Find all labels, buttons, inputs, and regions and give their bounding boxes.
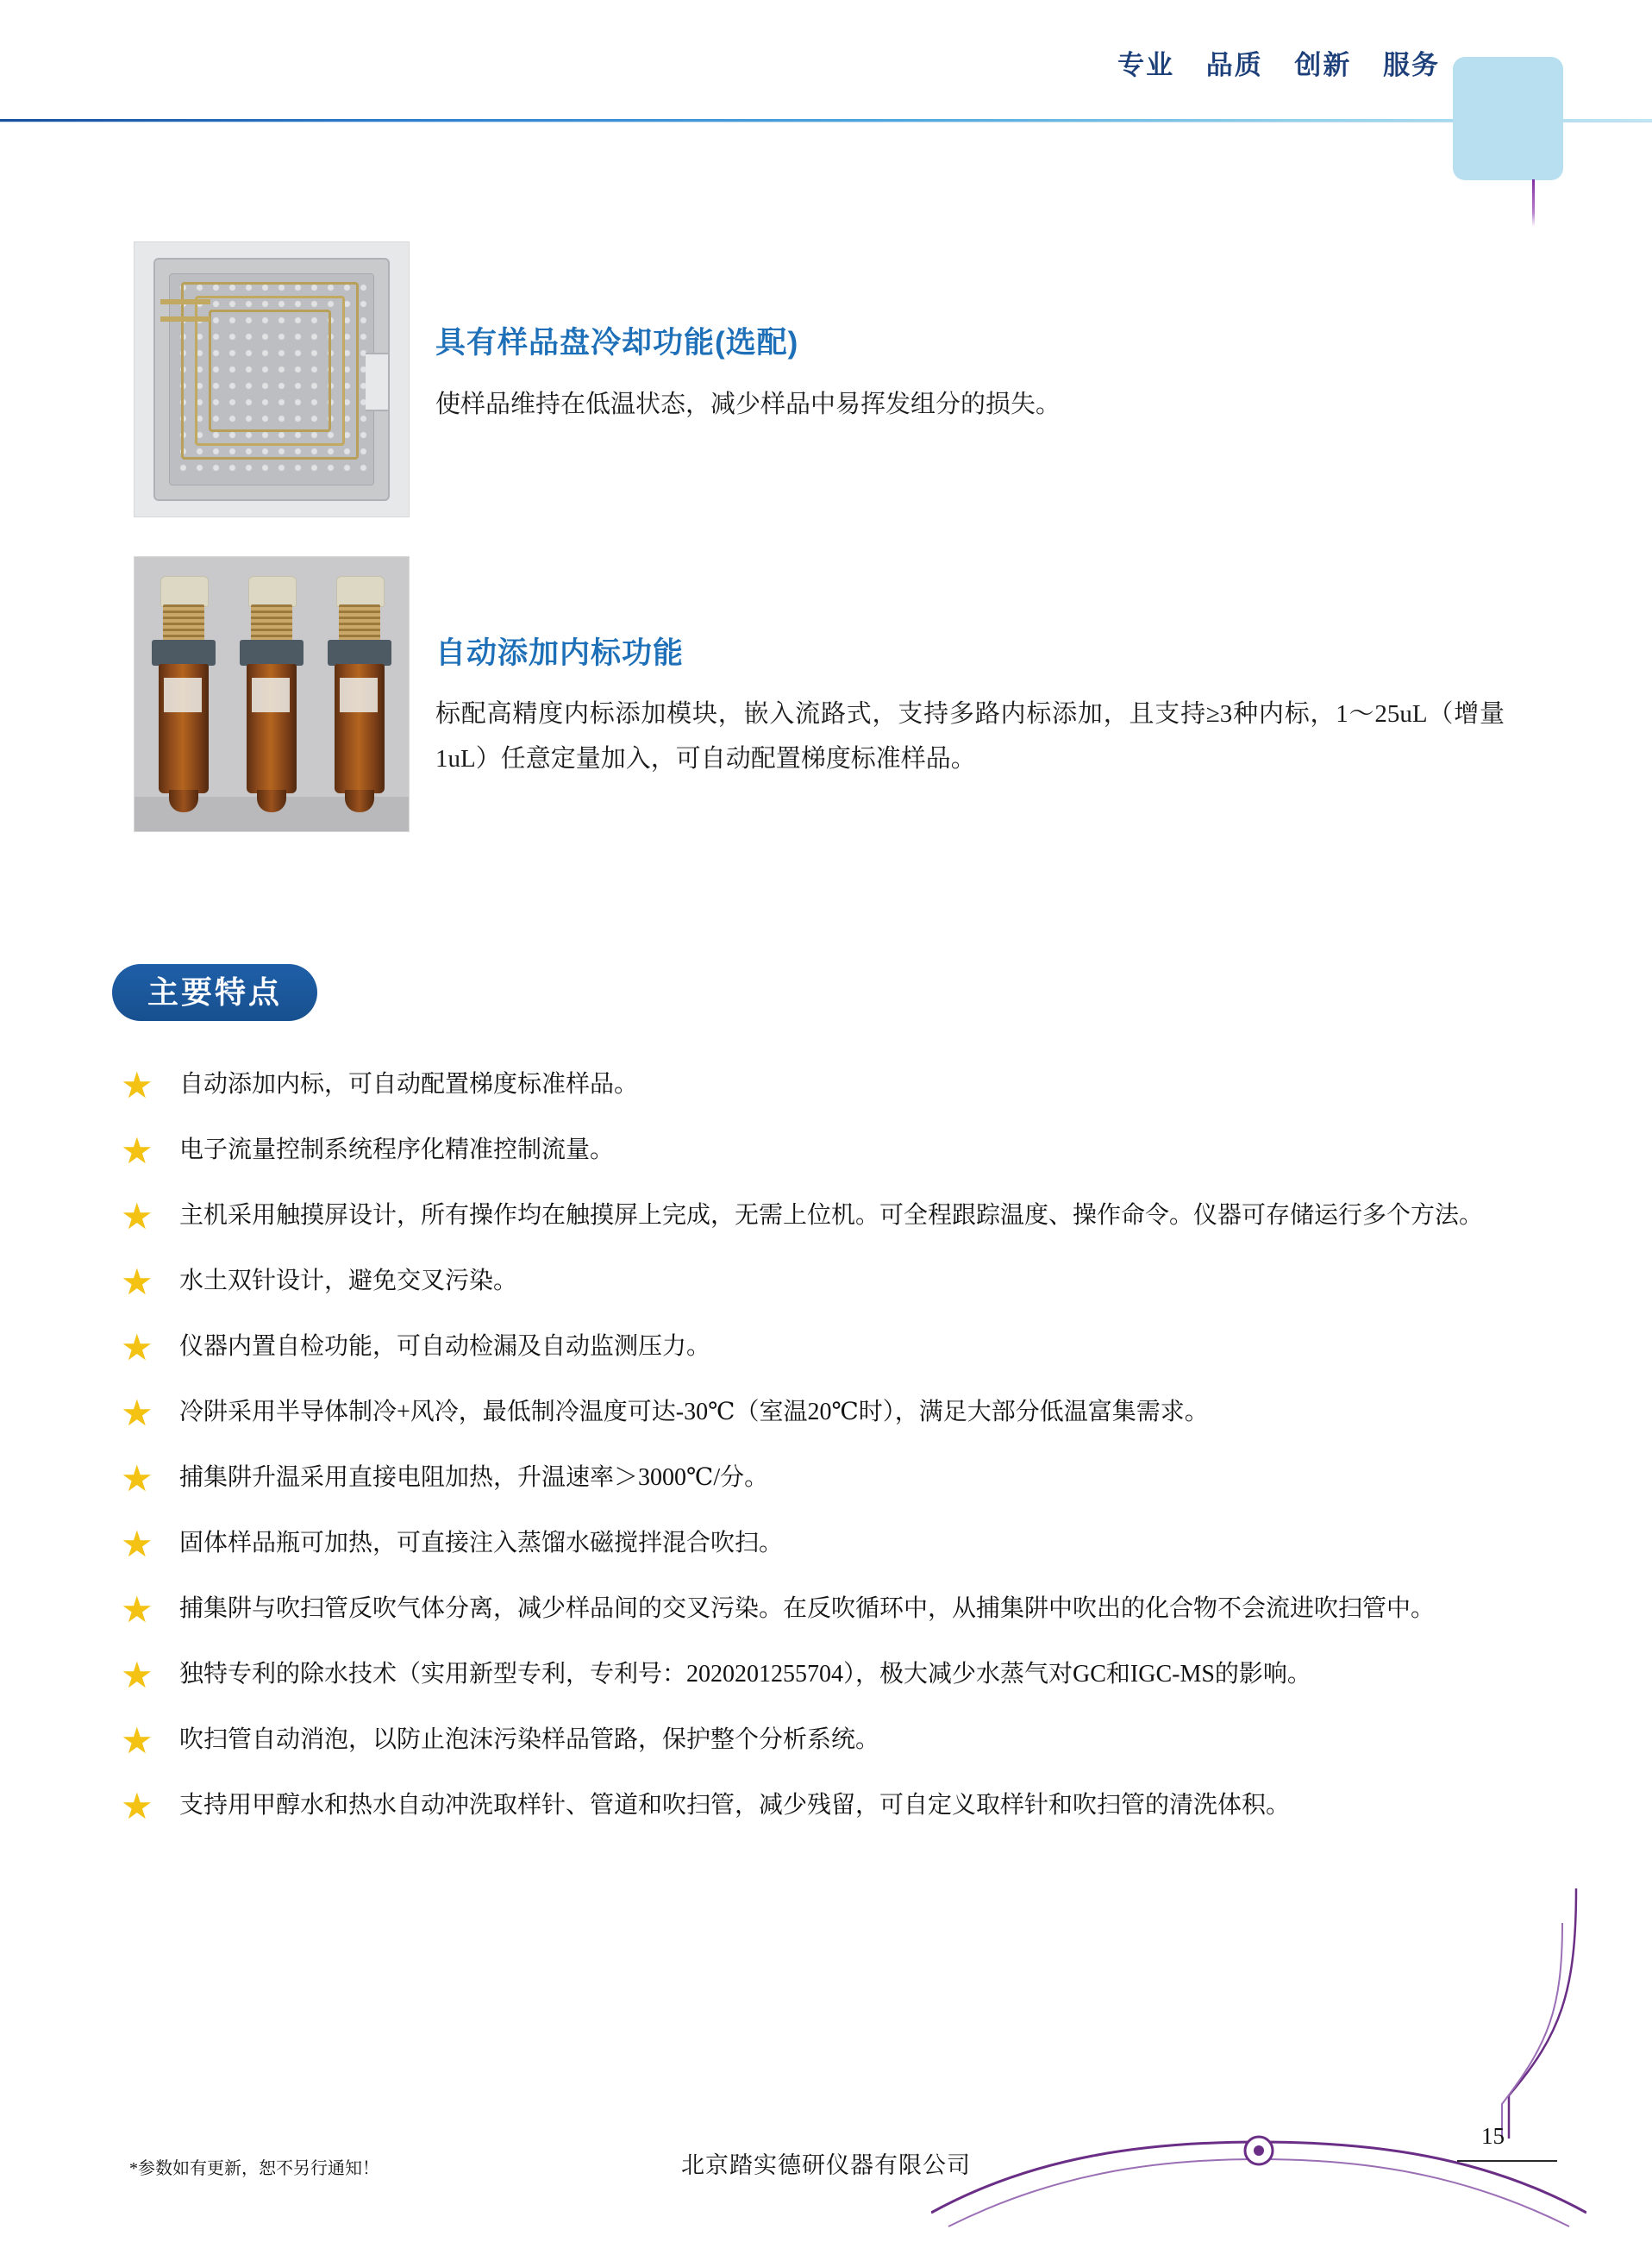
header-slogan <box>992 43 1440 82</box>
star-icon: ★ <box>121 1198 153 1237</box>
footer-note: *参数如有更新，恕不另行通知！ <box>129 2159 379 2178</box>
list-item <box>112 1264 1543 1306</box>
vial-collar <box>152 640 216 666</box>
feature-text-2: 标配高精度内标添加模块，嵌入流路式，支持多路内标添加，且支持≥3种内标，1～25uL（增量1uL）任意定量加入，可自动配置梯度标准样品。 <box>435 700 1505 773</box>
vial-thread <box>339 604 380 641</box>
list-item-label: 水土双针设计，避免交叉污染。 <box>179 1268 518 1294</box>
footer-decoration-lines <box>1500 1888 1578 2139</box>
feature-text-1: 使样品维持在低温状态，减少样品中易挥发组分的损失。 <box>435 391 1061 418</box>
vial-thread <box>163 604 204 641</box>
list-item-label: 冷阱采用半导体制冷+风冷，最低制冷温度可达-30℃（室温20℃时），满足大部分低温富集需求。 <box>179 1399 1209 1425</box>
star-icon: ★ <box>121 1329 153 1368</box>
vial-label <box>340 678 378 712</box>
sample-tray-cooling-photo <box>134 241 410 517</box>
tray-notch-shape <box>366 353 390 411</box>
feature-title-1: 具有样品盘冷却功能(选配) <box>435 326 799 360</box>
features-list <box>112 1068 1543 1854</box>
star-icon: ★ <box>121 1656 153 1696</box>
footer-company-name: 北京踏实德研仪器有限公司 <box>681 2152 971 2178</box>
star-icon: ★ <box>121 1460 153 1500</box>
star-icon: ★ <box>121 1132 153 1172</box>
list-item-label: 捕集阱升温采用直接电阻加热，升温速率＞3000℃/分。 <box>179 1464 769 1491</box>
vial-thread <box>251 604 292 641</box>
slogan-word-3: 创新 <box>1294 50 1352 80</box>
vial-tip <box>169 790 198 812</box>
tray-tube-inlet <box>160 299 210 304</box>
tray-coil-inner <box>209 310 331 432</box>
slogan-word-2: 品质 <box>1205 50 1263 80</box>
star-icon: ★ <box>121 1525 153 1565</box>
vial-tip <box>345 790 374 812</box>
vial-cap <box>160 576 209 607</box>
list-item <box>112 1199 1543 1240</box>
vial-collar <box>240 640 303 666</box>
vial-label <box>164 678 202 712</box>
page-header <box>0 0 1652 151</box>
tray-tube-outlet <box>160 316 210 322</box>
list-item <box>112 1788 1543 1830</box>
list-item-label: 仪器内置自检功能，可自动检漏及自动监测压力。 <box>179 1333 711 1360</box>
list-item-label: 电子流量控制系统程序化精准控制流量。 <box>179 1137 615 1163</box>
list-item <box>112 1330 1543 1371</box>
list-item <box>112 1068 1543 1109</box>
vial-3 <box>333 576 386 816</box>
page-number-underline <box>1457 2160 1557 2162</box>
star-icon: ★ <box>121 1394 153 1434</box>
list-item <box>112 1133 1543 1174</box>
vial-collar <box>328 640 391 666</box>
list-item-label: 自动添加内标，可自动配置梯度标准样品。 <box>179 1071 639 1098</box>
corner-decoration-block <box>1453 57 1563 180</box>
list-item-label: 支持用甲醇水和热水自动冲洗取样针、管道和吹扫管，减少残留，可自定义取样针和吹扫管的清洗体积。 <box>179 1792 1291 1819</box>
list-item <box>112 1723 1543 1764</box>
list-item <box>112 1526 1543 1568</box>
list-item-label: 捕集阱与吹扫管反吹气体分离，减少样品间的交叉污染。在反吹循环中，从捕集阱中吹出的化合物不会流进吹扫管中。 <box>179 1595 1436 1622</box>
vial-cap <box>336 576 385 607</box>
section-heading-label: 主要特点 <box>147 974 282 1010</box>
list-item <box>112 1592 1543 1633</box>
page-number: 15 <box>1481 2123 1505 2149</box>
slogan-word-1: 专业 <box>1117 50 1175 80</box>
vial-label <box>252 678 290 712</box>
vial-tip <box>257 790 286 812</box>
vial-cap <box>248 576 297 607</box>
slogan-word-4: 服务 <box>1383 50 1440 80</box>
internal-standard-vials-photo <box>134 556 410 832</box>
list-item <box>112 1461 1543 1502</box>
list-item-label: 主机采用触摸屏设计，所有操作均在触摸屏上完成，无需上位机。可全程跟踪温度、操作命令。仪器可存储运行多个方法。 <box>179 1202 1484 1229</box>
corner-decoration-tail <box>1532 179 1535 227</box>
list-item-label: 独特专利的除水技术（实用新型专利，专利号：2020201255704），极大减少水蒸气对GC和IGC-MS的影响。 <box>179 1661 1311 1688</box>
list-item-label: 吹扫管自动消泡，以防止泡沫污染样品管路，保护整个分析系统。 <box>179 1726 880 1753</box>
star-icon: ★ <box>121 1722 153 1762</box>
list-item-label: 固体样品瓶可加热，可直接注入蒸馏水磁搅拌混合吹扫。 <box>179 1530 784 1556</box>
vial-2 <box>245 576 298 816</box>
feature-title-2: 自动添加内标功能 <box>435 636 685 670</box>
star-icon: ★ <box>121 1788 153 1827</box>
tray-plate-shape <box>153 258 390 501</box>
list-item <box>112 1395 1543 1437</box>
list-item <box>112 1657 1543 1699</box>
section-heading-pill <box>112 964 317 1021</box>
star-icon: ★ <box>121 1067 153 1106</box>
vial-1 <box>157 576 210 816</box>
star-icon: ★ <box>121 1591 153 1631</box>
star-icon: ★ <box>121 1263 153 1303</box>
